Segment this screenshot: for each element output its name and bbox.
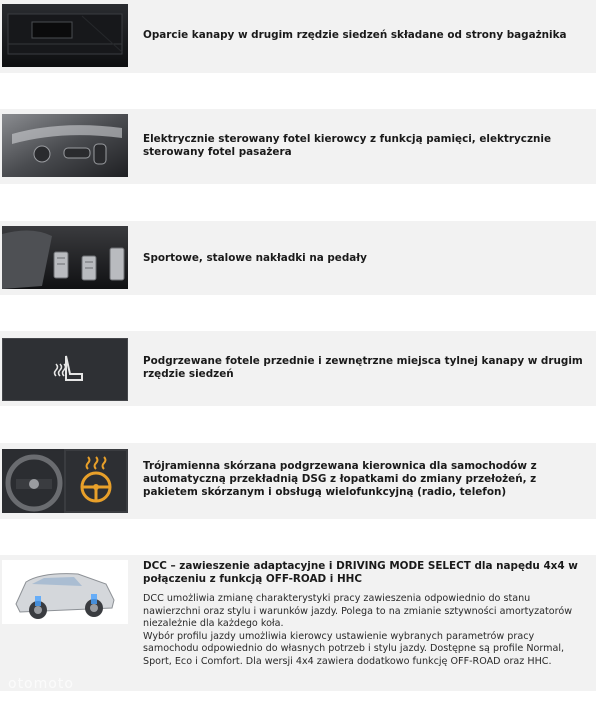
feature-title: DCC – zawieszenie adaptacyjne i DRIVING MODE SELECT dla napędu 4x4 w połączeniu z funkcją OFF-ROAD i HHC [143, 560, 578, 585]
feature-card-power-seat [0, 109, 596, 184]
feature-text: Trójramienna skórzana podgrzewana kierownica dla samochodów z automatyczną przekładnią DSG z łopatkami do zmiany przełożeń, z pakietem skórzanym i obsługą wielofunkcyjną (radio, telefon) [143, 460, 537, 498]
heated-steering-wheel-icon [2, 449, 128, 513]
feature-text: Oparcie kanapy w drugim rzędzie siedzeń składane od strony bagażnika [143, 29, 567, 41]
feature-card-pedals [0, 221, 596, 295]
feature-description: DCC umożliwia zmianę charakterystyki pracy zawieszenia odpowiednio do stanu nawierzchni oraz stylu i warunków jazdy. Polega to na zmianie sztywności amortyzatorów niezależnie dla każdego koła. Wybór profilu jazdy umożliwia kierowcy ustawienie wybranych parametrów pracy samochodu odpowiednio do własnych potrzeb i stylu jazdy. Dostępne są profile Normal, Sport, Eco i Comfort. Dla wersji 4x4 zawiera dodatkowo funkcję OFF-ROAD oraz HHC. [143, 593, 573, 667]
pedals-icon [2, 226, 128, 289]
feature-card-seat-fold [0, 0, 596, 73]
feature-text: Sportowe, stalowe nakładki na pedały [143, 252, 367, 264]
feature-card-dcc [0, 555, 596, 691]
seat-fold-icon [2, 4, 128, 67]
feature-text: Podgrzewane fotele przednie i zewnętrzne miejsca tylnej kanapy w drugim rzędzie siedzeń [143, 355, 583, 380]
watermark-logo: otomoto [8, 676, 74, 692]
feature-card-heated-seats [0, 331, 596, 406]
feature-card-heated-wheel [0, 443, 596, 519]
power-seat-controls-icon [2, 114, 128, 177]
heated-seat-icon [2, 338, 128, 401]
adaptive-suspension-car-icon [2, 560, 128, 624]
feature-text: Elektrycznie sterowany fotel kierowcy z funkcją pamięci, elektrycznie sterowany fotel pasażera [143, 133, 552, 158]
